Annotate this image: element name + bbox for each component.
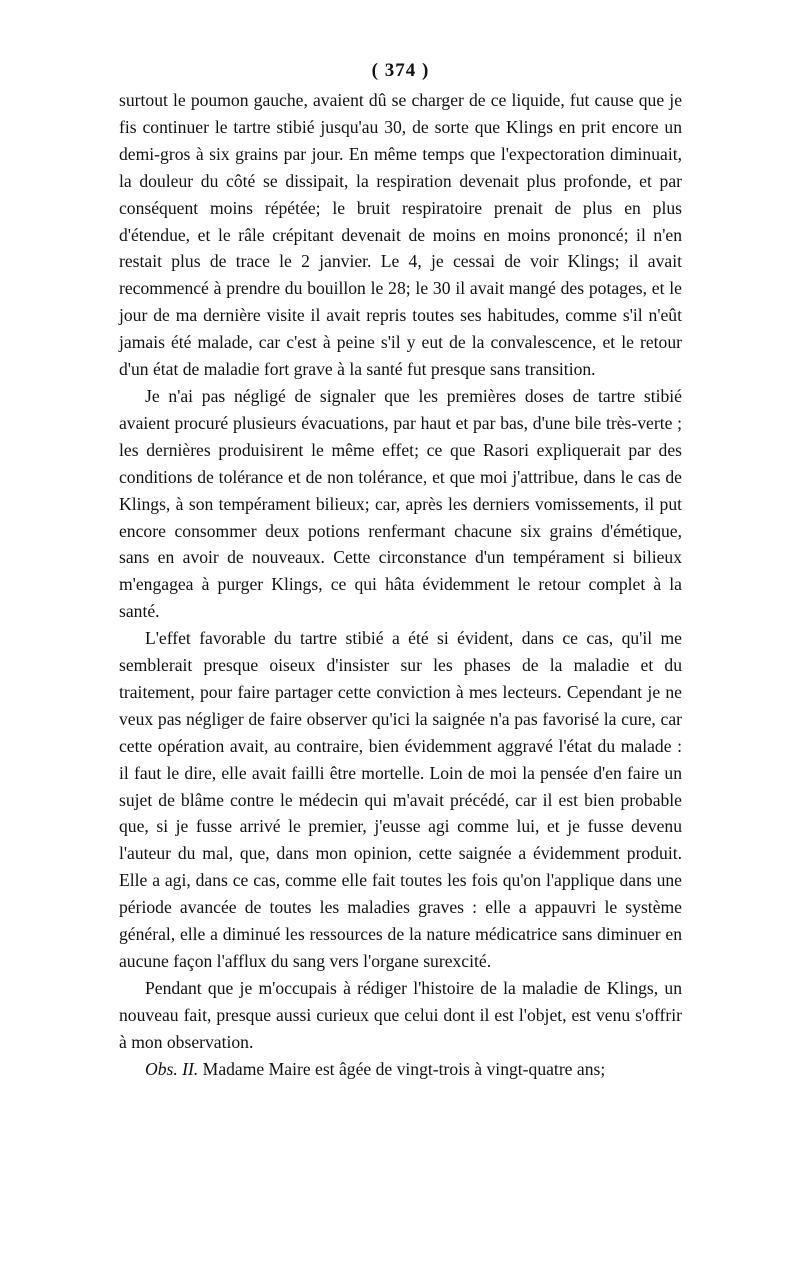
paragraph-tartre-stibie: Je n'ai pas négligé de signaler que les premières doses de tartre stibié avaient procuré plusieurs évacuations, par haut et par bas, d'une bile très-verte ; les dernières produisirent le même effet; ce que Rasori expliquerait par des conditions de tolérance et de non tolérance, et que moi j'attribue, dans le cas de Klings, à son tempérament bilieux; car, après les derniers vomissements, il put encore consommer deux potions renfermant chacune six grains d'émétique, sans en avoir de nouveaux. Cette circonstance d'un tempérament si bilieux m'engagea à purger Klings, ce qui hâta évidemment le retour complet à la santé. [119,385,682,622]
paragraph-continuation: surtout le poumon gauche, avaient dû se charger de ce liquide, fut cause que je fis continuer le tartre stibié jusqu'au 30, de sorte que Klings en prit encore un demi-gros à six grains par jour. En même temps que l'expectoration diminuait, la douleur du côté se dissipait, la respiration devenait plus profonde, et par conséquent moins répétée; le bruit respiratoire prenait de plus en plus d'étendue, et le râle crépitant devenait de moins en moins prononcé; il n'en restait plus de trace le 2 janvier. Le 4, je cessai de voir Klings; il avait recommencé à prendre du bouillon le 28; le 30 il avait mangé des potages, et le jour de ma dernière visite il avait repris toutes ses habitudes, comme s'il n'eût jamais été malade, car c'est à peine s'il y eut de la convalescence, et le retour d'un état de maladie fort grave à la santé fut presque sans transition. [119,90,682,380]
observation-text: Madame Maire est âgée de vingt-trois à vingt-quatre ans; [202,1058,606,1079]
page-number: ( 374 ) [371,60,430,81]
paragraph-observation-2 [119,1056,682,1083]
body-text [119,87,682,1083]
observation-label: Obs. II. [145,1058,199,1079]
paragraph-effet-favorable: L'effet favorable du tartre stibié a été si évident, dans ce cas, qu'il me semblerait presque oiseux d'insister sur les phases de la maladie et du traitement, pour faire partager cette conviction à mes lecteurs. Cependant je ne veux pas négliger de faire observer qu'ici la saignée n'a pas favorisé la cure, car cette opération avait, au contraire, bien évidemment aggravé l'état du malade : il faut le dire, elle avait failli être mortelle. Loin de moi la pensée d'en faire un sujet de blâme contre le médecin qui m'avait précédé, car il est bien probable que, si je fusse arrivé le premier, j'eusse agi comme lui, et je fusse devenu l'auteur du mal, que, dans mon opinion, cette saignée a évidemment produit. Elle a agi, dans ce cas, comme elle fait toutes les fois qu'on l'applique dans une période avancée de toutes les maladies graves : elle a appauvri le système général, elle a diminué les ressources de la nature médicatrice sans diminuer en aucune façon l'afflux du sang vers l'organe surexcité. [119,628,682,971]
paragraph-nouveau-fait: Pendant que je m'occupais à rédiger l'histoire de la maladie de Klings, un nouveau fait, presque aussi curieux que celui dont il est l'objet, est venu s'offrir à mon observation. [119,977,682,1052]
